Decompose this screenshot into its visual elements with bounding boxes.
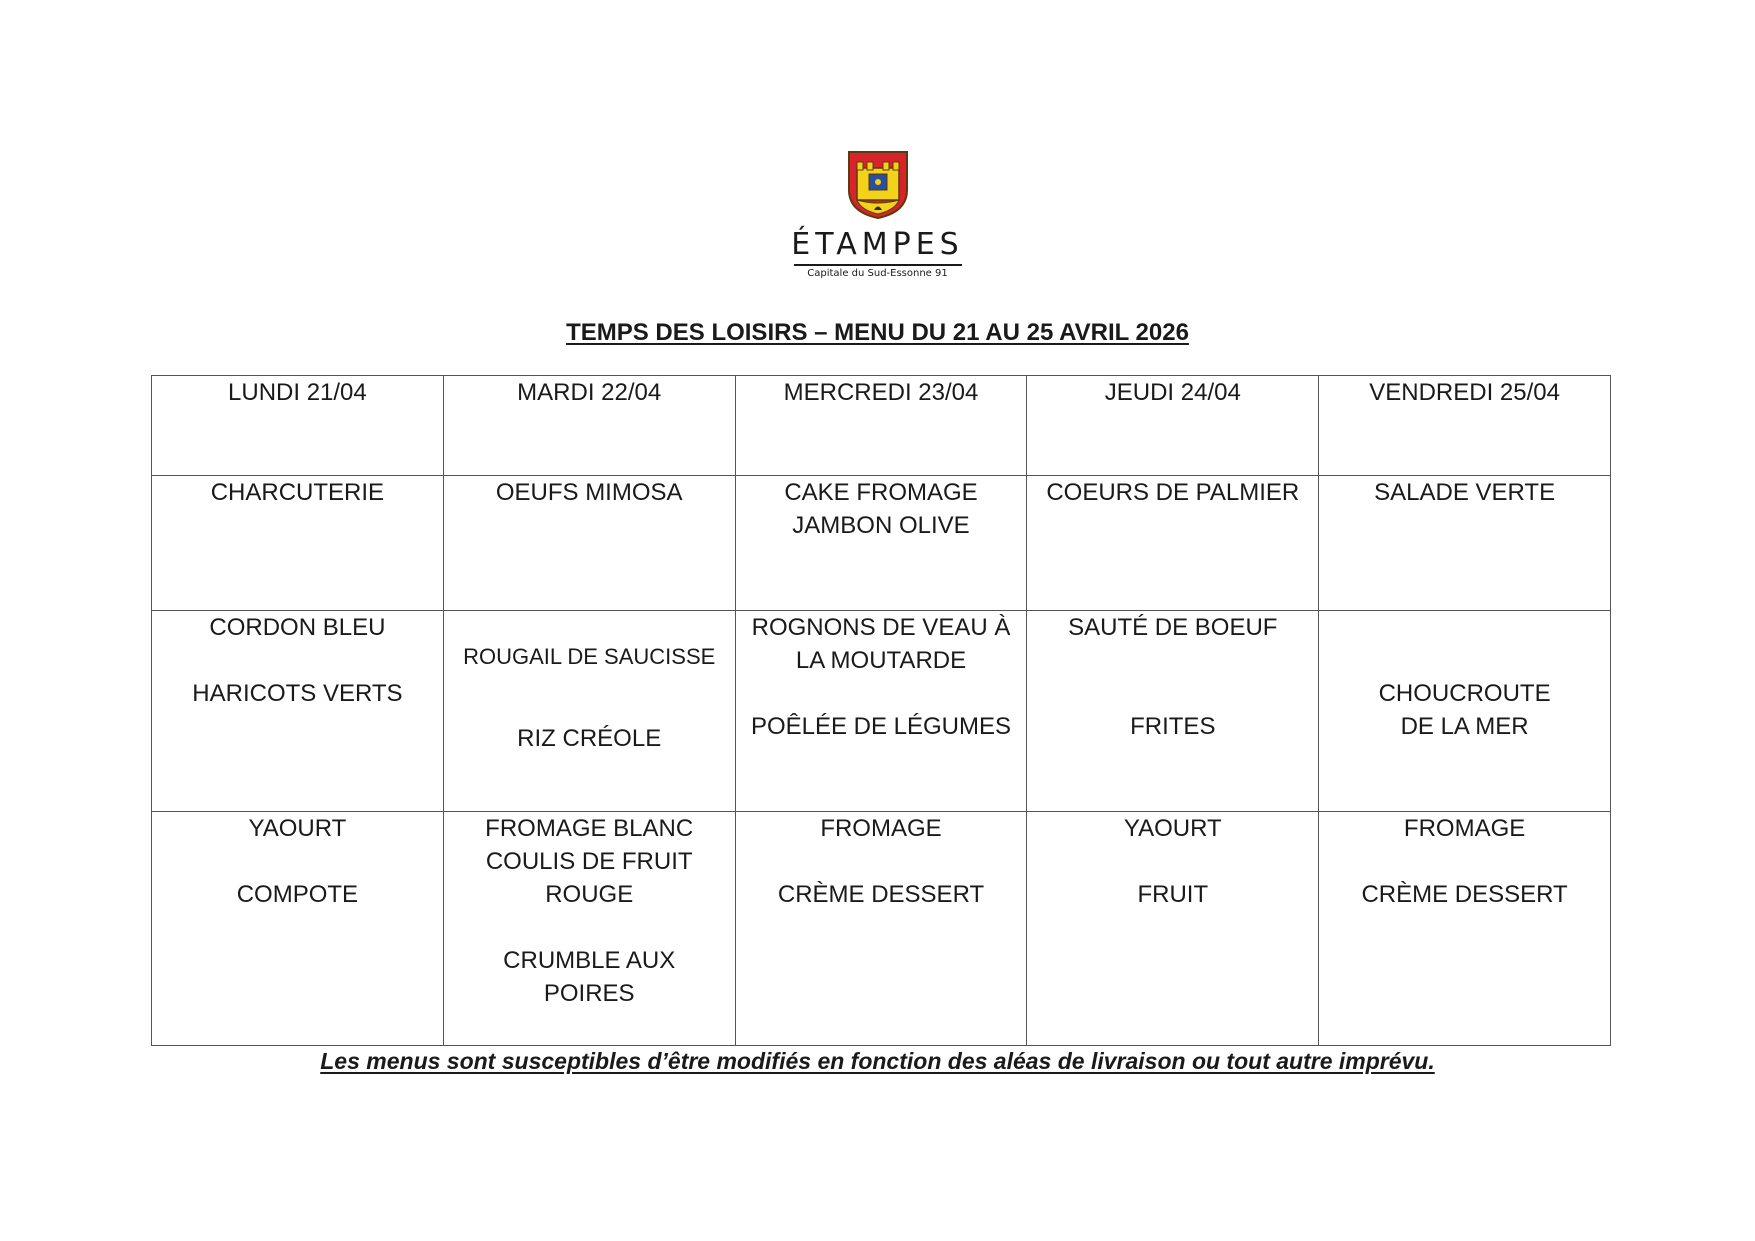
menu-item: POÊLÉE DE LÉGUMES — [750, 713, 1012, 740]
menu-item: YAOURT — [248, 815, 347, 842]
menu-item: CRÈME DESSERT — [777, 881, 985, 908]
menu-item: FROMAGE — [820, 815, 942, 842]
menu-item: JAMBON OLIVE — [792, 512, 970, 539]
menu-item: DE LA MER — [1400, 713, 1529, 740]
menu-item: FROMAGE BLANC — [485, 815, 694, 842]
main-monday — [152, 611, 444, 812]
etampes-logo — [0, 150, 1755, 280]
dessert-wednesday — [735, 812, 1027, 1046]
dessert-friday — [1319, 812, 1611, 1046]
table-row-desserts — [152, 812, 1611, 1046]
table-row-days — [152, 376, 1611, 476]
day-header-monday: LUNDI 21/04 — [152, 376, 444, 476]
brand-divider — [794, 264, 962, 266]
page-title: TEMPS DES LOISIRS – MENU DU 21 AU 25 AVRIL 2026 — [566, 319, 1189, 346]
starter-friday — [1319, 476, 1611, 611]
day-header-wednesday: MERCREDI 23/04 — [735, 376, 1027, 476]
menu-item: COEURS DE PALMIER — [1046, 479, 1300, 506]
menu-item: SALADE VERTE — [1374, 479, 1556, 506]
menu-item: CORDON BLEU — [209, 614, 386, 641]
brand-tagline: Capitale du Sud-Essonne 91 — [807, 268, 948, 279]
menu-item: POIRES — [543, 980, 635, 1007]
main-tuesday — [443, 611, 735, 812]
day-header-friday: VENDREDI 25/04 — [1319, 376, 1611, 476]
main-friday — [1319, 611, 1611, 812]
menu-item: ROGNONS DE VEAU À — [751, 614, 1011, 641]
weekly-menu-table — [151, 375, 1611, 1046]
menu-item: CHARCUTERIE — [210, 479, 385, 506]
starter-wednesday — [735, 476, 1027, 611]
menu-item: CRÈME DESSERT — [1361, 881, 1568, 908]
menu-item: HARICOTS VERTS — [192, 680, 403, 707]
menu-item: CHOUCROUTE — [1378, 680, 1551, 707]
day-header-thursday: JEUDI 24/04 — [1027, 376, 1319, 476]
menu-item: FROMAGE — [1403, 815, 1526, 842]
menu-item: ROUGE — [545, 881, 634, 908]
brand-name: ÉTAMPES — [791, 227, 964, 262]
menu-item: LA MOUTARDE — [795, 647, 967, 674]
day-header-tuesday: MARDI 22/04 — [443, 376, 735, 476]
menu-item: CAKE FROMAGE — [784, 479, 978, 506]
main-thursday — [1027, 611, 1319, 812]
starter-monday — [152, 476, 444, 611]
dessert-thursday — [1027, 812, 1319, 1046]
menu-item: CRUMBLE AUX — [503, 947, 676, 974]
menu-item: RIZ CRÉOLE — [517, 725, 662, 752]
main-wednesday — [735, 611, 1027, 812]
menu-item: FRUIT — [1137, 881, 1209, 908]
menu-item: OEUFS MIMOSA — [495, 479, 683, 506]
dessert-tuesday — [443, 812, 735, 1046]
starter-thursday — [1027, 476, 1319, 611]
menu-item: SAUTÉ DE BOEUF — [1068, 614, 1278, 641]
disclaimer-note: Les menus sont susceptibles d’être modifiés en fonction des aléas de livraison ou tout autre imprévu. — [320, 1048, 1435, 1074]
menu-item: COMPOTE — [236, 881, 359, 908]
menu-item: YAOURT — [1123, 815, 1222, 842]
coat-of-arms-icon — [847, 150, 909, 220]
dessert-monday — [152, 812, 444, 1046]
starter-tuesday — [443, 476, 735, 611]
menu-item: COULIS DE FRUIT — [485, 848, 693, 875]
table-row-starters — [152, 476, 1611, 611]
menu-item: ROUGAIL DE SAUCISSE — [463, 644, 716, 669]
table-row-mains — [152, 611, 1611, 812]
menu-item: FRITES — [1130, 713, 1216, 740]
